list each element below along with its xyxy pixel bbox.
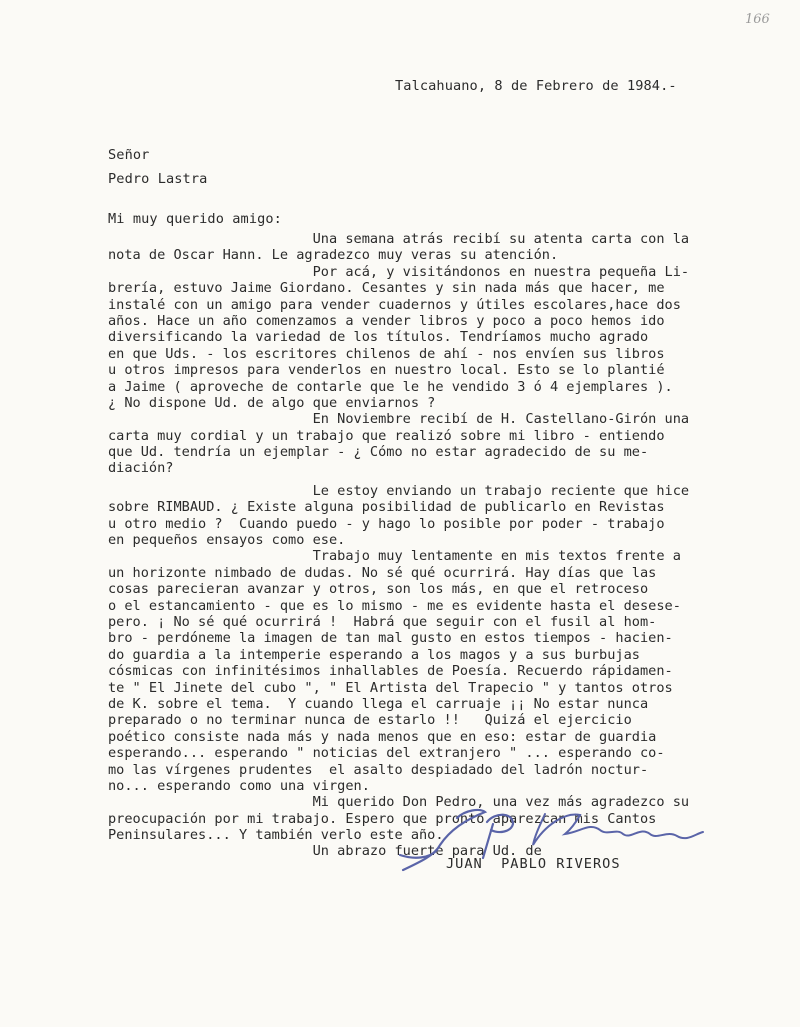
letter-line: Por acá, y visitándonos en nuestra pequeña Li-: [108, 263, 690, 280]
letter-body: [108, 231, 788, 860]
letter-line: Peninsulares... Y también verlo este año.: [108, 827, 444, 844]
letter-line: instalé con un amigo para vender cuadernos y útiles escolares,hace dos: [108, 296, 681, 313]
letter-line: mo las vírgenes prudentes el asalto despiadado del ladrón noctur-: [108, 761, 649, 778]
letter-line: diación?: [108, 460, 174, 477]
letter-line: Trabajo muy lentamente en mis textos frente a: [108, 548, 681, 565]
letter-line: de K. sobre el tema. Y cuando llega el carruaje ¡¡ No estar nunca: [108, 695, 649, 712]
letter-line: do guardia a la intemperie esperando a los magos y a sus burbujas: [108, 646, 640, 663]
letter-line: sobre RIMBAUD. ¿ Existe alguna posibilidad de publicarlo en Revistas: [108, 499, 665, 516]
letter-line: ¿ No dispone Ud. de algo que enviarnos ?: [108, 394, 436, 411]
letter-line: no... esperando como una virgen.: [108, 777, 370, 794]
letter-line: en que Uds. - los escritores chilenos de ahí - nos envíen sus libros: [108, 345, 665, 362]
letter-line: Una semana atrás recibí su atenta carta con la: [108, 231, 690, 247]
letter-line: preparado o no terminar nunca de estarlo !! Quizá el ejercicio: [108, 712, 632, 729]
letter-line: Un abrazo fuerte para Ud. de: [108, 843, 542, 860]
letter-line: bro - perdóneme la imagen de tan mal gusto en estos tiempos - hacien-: [108, 630, 673, 647]
letter-line: que Ud. tendría un ejemplar - ¿ Cómo no estar agradecido de su me-: [108, 444, 649, 461]
date-line: Talcahuano, 8 de Febrero de 1984.-: [395, 78, 677, 94]
letter-line: En Noviembre recibí de H. Castellano-Girón una: [108, 411, 690, 428]
letter-line: Mi querido Don Pedro, una vez más agradezco su: [108, 794, 690, 811]
letter-line: brería, estuvo Jaime Giordano. Cesantes y sin nada más que hacer, me: [108, 280, 665, 297]
letter-line: u otros impresos para venderlos en nuestro local. Esto se lo plantié: [108, 362, 665, 379]
letter-line: cosas parecieran avanzar y otros, son los más, en que el retroceso: [108, 581, 649, 598]
recipient-title: Señor: [108, 147, 150, 163]
letter-line: en pequeños ensayos como ese.: [108, 532, 346, 549]
letter-line: u otro medio ? Cuando puedo - y hago lo posible por poder - trabajo: [108, 515, 665, 532]
letter-line: poético consiste nada más y nada menos que en eso: estar de guardia: [108, 728, 657, 745]
letter-line: años. Hace un año comenzamos a vender libros y poco a poco hemos ido: [108, 312, 665, 329]
letter-line: te " El Jinete del cubo ", " El Artista del Trapecio " y tantos otros: [108, 679, 673, 696]
letter-line: Le estoy enviando un trabajo reciente que hice: [108, 482, 690, 499]
greeting: Mi muy querido amigo:: [108, 211, 282, 227]
letter-line: pero. ¡ No sé qué ocurrirá ! Habrá que seguir con el fusil al hom-: [108, 613, 657, 630]
folio-number: 166: [745, 12, 770, 27]
letter-line: preocupación por mi trabajo. Espero que pronto aparezcan mis Cantos: [108, 810, 657, 827]
recipient-name: Pedro Lastra: [108, 171, 208, 187]
letter-line: a Jaime ( aproveche de contarle que le he vendido 3 ó 4 ejemplares ).: [108, 378, 673, 395]
letter-line: esperando... esperando " noticias del extranjero " ... esperando co-: [108, 745, 665, 762]
letter-line: o el estancamiento - que es lo mismo - me es evidente hasta el desese-: [108, 597, 681, 614]
letter-line: cósmicas con infinitésimos inhallables de Poesía. Recuerdo rápidamen-: [108, 663, 673, 680]
letter-line: nota de Oscar Hann. Le agradezco muy veras su atención.: [108, 247, 559, 264]
letter-line: diversificando la variedad de los títulos. Tendríamos mucho agrado: [108, 329, 649, 346]
letter-line: carta muy cordial y un trabajo que realizó sobre mi libro - entiendo: [108, 427, 665, 444]
signature-name: JUAN PABLO RIVEROS: [446, 856, 621, 872]
letter-line: un horizonte nimbado de dudas. No sé qué ocurrirá. Hay días que las: [108, 564, 657, 581]
